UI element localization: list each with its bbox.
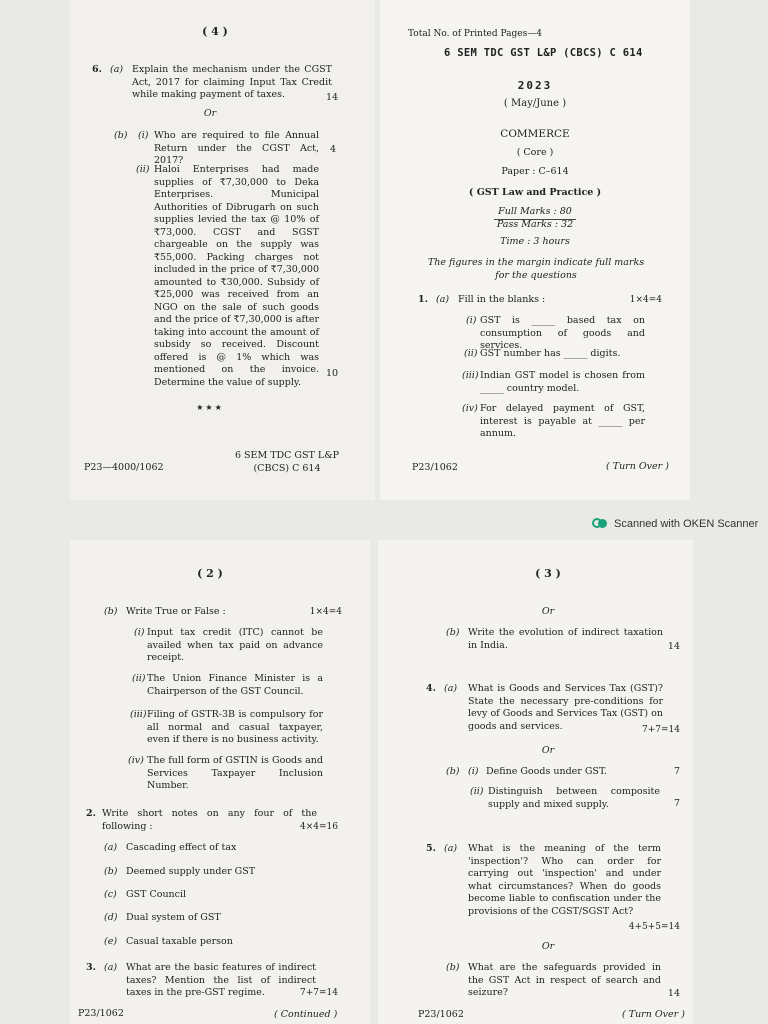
question-number: 5. — [426, 843, 436, 854]
marks: 4 — [330, 144, 337, 155]
page-number: ( 4 ) — [202, 25, 228, 38]
or-label: Or — [541, 745, 555, 756]
sub-label: (ii) — [136, 164, 150, 175]
question-text: Write True or False : — [126, 606, 226, 617]
sub-label: (b) — [446, 962, 460, 973]
question-number: 6. — [92, 64, 102, 75]
sub-label: (a) — [104, 962, 118, 973]
scanner-watermark — [592, 518, 758, 530]
marks: 4×4=16 — [300, 822, 338, 832]
subject: COMMERCE — [500, 128, 570, 140]
sub-label: (iii) — [462, 370, 479, 381]
paper-number: Paper : C–614 — [501, 166, 569, 177]
sub-label: (b) — [446, 766, 460, 777]
paper-title: ( GST Law and Practice ) — [468, 187, 602, 198]
page-4 — [70, 0, 375, 500]
or-label: Or — [541, 941, 555, 952]
full-marks: Full Marks : 80 — [494, 206, 576, 220]
question-text: Who are required to file Annual Return under the CGST Act, 2017? — [154, 130, 319, 166]
statement: Input tax credit (ITC) cannot be availed when tax paid on advance receipt. — [147, 627, 323, 663]
footer-code: P23/1062 — [418, 1009, 464, 1020]
sub-label: (b) — [104, 606, 118, 617]
course-type: ( Core ) — [516, 147, 554, 158]
sub-label: (i) — [468, 766, 479, 777]
printed-pages: Total No. of Printed Pages—4 — [408, 29, 542, 39]
question-number: 1. — [418, 294, 428, 305]
marks: 7 — [673, 766, 680, 777]
footer-code: P23—4000/1062 — [84, 462, 164, 473]
sub-label: (b) — [446, 627, 460, 638]
sub-label: (ii) — [132, 673, 146, 684]
footer-code: P23/1062 — [412, 462, 458, 473]
oken-logo-icon — [592, 518, 608, 530]
question-text: Haloi Enterprises had made supplies of ₹7,30,000 to Deka Enterprises. Municipal Authorities of Dibrugarh on such supplies levied the tax @ 10% of ₹73,000. CGST and SGST chargeable on the supply was ₹55,000. Packing charges not included in the price of ₹7,30,000 amounted to ₹30,000. Subsidy of ₹25,000 was received from an NGO on the sale of such goods and the price of ₹7,30,000 is after taking into account the amount of subsidy so received. Discount offered is @ 1% which was mentioned on the invoice. Determine the value of supply. — [154, 164, 319, 388]
footer-continued: ( Continued ) — [274, 1009, 338, 1020]
list-item: GST Council — [126, 889, 187, 900]
page-number: ( 2 ) — [197, 567, 223, 580]
marks: 7+7=14 — [642, 725, 680, 735]
question-number: 2. — [86, 808, 96, 819]
question-text: What are the basic features of indirect taxes? Mention the list of indirect taxes in the pre-GST regime. — [126, 962, 316, 998]
blank-item: GST number has _____ digits. — [480, 348, 621, 359]
sub-label: (i) — [134, 627, 145, 638]
instruction: The figures in the margin indicate full marks for the questions — [427, 257, 645, 281]
marks: 14 — [667, 988, 680, 999]
question-text: What is the meaning of the term 'inspection'? Who can order for carrying out 'inspection' and under what circumstances? When do goods become liable to confiscation under the provisions of the CGST/SGST Act? — [468, 843, 661, 917]
sub-label: (e) — [104, 936, 118, 947]
list-item: Casual taxable person — [126, 936, 233, 947]
statement: Filing of GSTR-3B is compulsory for all normal and casual taxpayer, even if there is no business activity. — [147, 709, 323, 745]
page-1 — [380, 0, 690, 500]
question-text: What are the safeguards provided in the GST Act in respect of search and seizure? — [468, 962, 661, 998]
question-text: Distinguish between composite supply and mixed supply. — [488, 786, 660, 810]
blank-item: For delayed payment of GST, interest is payable at _____ per annum. — [480, 403, 645, 439]
pass-marks: Pass Marks : 32 — [496, 219, 574, 230]
footer-title: 6 SEM TDC GST L&P (CBCS) C 614 — [234, 450, 340, 474]
sub-label: (i) — [466, 315, 477, 326]
sub-label: (ii) — [470, 786, 484, 797]
sub-label: (c) — [104, 889, 117, 900]
sub-label: (iv) — [128, 755, 144, 766]
question-number: 4. — [426, 683, 436, 694]
sub-label: (i) — [138, 130, 149, 141]
footer-turn-over: ( Turn Over ) — [606, 461, 669, 472]
footer-code: P23/1062 — [78, 1008, 124, 1019]
question-text: Write short notes on any four of the following : — [102, 808, 317, 832]
sub-label: (a) — [444, 843, 458, 854]
marks: 7 — [673, 798, 680, 809]
sub-label: (ii) — [464, 348, 478, 359]
statement: The Union Finance Minister is a Chairperson of the GST Council. — [147, 673, 323, 697]
list-item: Deemed supply under GST — [126, 866, 256, 877]
sub-label: (a) — [104, 842, 118, 853]
question-text: Explain the mechanism under the CGST Act, 2017 for claiming Input Tax Credit while making payment of taxes. — [132, 64, 332, 100]
sub-label: (b) — [114, 130, 128, 141]
footer-turn-over: ( Turn Over ) — [622, 1009, 685, 1020]
time-allowed: Time : 3 hours — [500, 236, 570, 247]
page-number: ( 3 ) — [535, 567, 561, 580]
sub-label: (a) — [436, 294, 450, 305]
marks: 7+7=14 — [300, 988, 338, 998]
paper-code: 6 SEM TDC GST L&P (CBCS) C 614 — [444, 47, 643, 59]
question-number: 3. — [86, 962, 96, 973]
blank-item: GST is _____ based tax on consumption of goods and services. — [480, 315, 645, 351]
marks: 14 — [326, 92, 339, 103]
sub-label: (a) — [110, 64, 124, 75]
sub-label: (iii) — [130, 709, 147, 720]
list-item: Cascading effect of tax — [126, 842, 237, 853]
scanner-text: Scanned with OKEN Scanner — [614, 518, 759, 530]
marks: 1×4=4 — [309, 607, 342, 617]
question-text: Write the evolution of indirect taxation in India. — [468, 627, 663, 651]
exam-session: ( May/June ) — [503, 98, 567, 109]
stars-divider: ★★★ — [196, 403, 224, 412]
sub-label: (d) — [104, 912, 118, 923]
question-text: Fill in the blanks : — [458, 294, 546, 305]
question-text: Define Goods under GST. — [486, 766, 607, 777]
question-text: What is Goods and Services Tax (GST)? State the necessary pre-conditions for levy of Goods and Services Tax (GST) on goods and services. — [468, 683, 663, 732]
or-label: Or — [541, 606, 555, 617]
list-item: Dual system of GST — [126, 912, 221, 923]
statement: The full form of GSTIN is Goods and Services Taxpayer Inclusion Number. — [147, 755, 323, 791]
sub-label: (iv) — [462, 403, 478, 414]
marks: 10 — [326, 368, 339, 379]
sub-label: (a) — [444, 683, 458, 694]
blank-item: Indian GST model is chosen from _____ country model. — [480, 370, 645, 394]
page-3 — [378, 540, 693, 1024]
marks: 4+5+5=14 — [628, 922, 680, 932]
page-2 — [70, 540, 370, 1024]
sub-label: (b) — [104, 866, 118, 877]
or-label: Or — [203, 108, 217, 119]
marks: 14 — [667, 641, 680, 652]
exam-year: 2023 — [517, 79, 553, 92]
marks: 1×4=4 — [629, 295, 662, 305]
